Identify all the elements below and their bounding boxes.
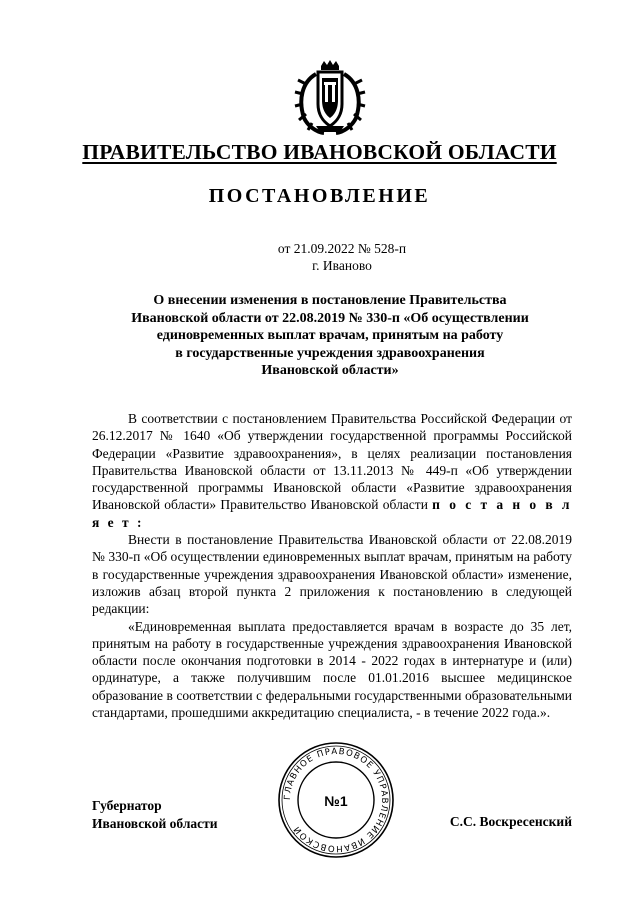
- preamble-text: В соответствии с постановлением Правительства Российской Федерации от 26.12.2017 № 1640 «Об утверждении государственной программы Российской Федерации «Развитие здравоохранения», в целях реализации постановления Правительства Ивановской области от 13.11.2013 № 449-п «Об утверждении государственной программы Ивановской области «Развитие здравоохранения Ивановской области» Правительство Ивановской области: [92, 411, 572, 513]
- subject-line: в государственные учреждения здравоохранения: [175, 345, 485, 361]
- subject-line: Ивановской области»: [261, 363, 399, 378]
- signatory-title: [92, 797, 218, 832]
- document-type-title: ПОСТАНОВЛЕНИЕ: [208, 185, 431, 207]
- paragraph-preamble: [92, 410, 572, 531]
- signatory-title-line: Ивановской области: [92, 815, 218, 831]
- paragraph-amendment: Внести в постановление Правительства Ивановской области от 22.08.2019 № 330-п «Об осуществлении единовременных выплат врачам, принятым на работу в государственные учреждения здравоохранения Ивановской области» изменение, изложив абзац второй пункта 2 приложения к постановлению в следующей редакции:: [92, 532, 572, 617]
- document-subject: [90, 292, 570, 380]
- paragraph-new-text: «Единовременная выплата предоставляется врачам в возрасте до 35 лет, принятым на работу в государственные учреждения здравоохранения Ивановской области после окончания подготовки в 2014 - 2022 годах в интернатуре и (или) ординатуре, а также получившим после 01.01.2016 высшее медицинское образование в соответствии с федеральными государственными образовательными стандартами, прошедшими аккредитацию специалиста, - в течение 2022 года.».: [92, 618, 572, 721]
- subject-line: Ивановской области от 22.08.2019 № 330-п «Об осуществлении: [131, 310, 529, 326]
- city: г. Иваново: [312, 258, 372, 273]
- official-stamp: [276, 740, 396, 860]
- subject-line: О внесении изменения в постановление Правительства: [153, 293, 507, 308]
- date-number: от 21.09.2022 № 528-п: [277, 241, 407, 256]
- coat-of-arms-emblem: [294, 60, 366, 136]
- government-title-text: ПРАВИТЕЛЬСТВО ИВАНОВСКОЙ ОБЛАСТИ: [82, 140, 557, 164]
- document-meta: [0, 240, 639, 274]
- stamp-ring-text: ГЛАВНОЕ ПРАВОВОЕ УПРАВЛЕНИЕ ИВАНОВСКОЙ: [282, 746, 390, 854]
- signatory-title-line: Губернатор: [92, 798, 162, 813]
- action-word: п о с т а н о в л я е т :: [92, 497, 572, 530]
- government-title: [0, 140, 639, 165]
- document-body: [92, 410, 572, 721]
- stamp-number: №1: [324, 793, 348, 809]
- signatory-name: С.С. Воскресенский: [449, 814, 572, 829]
- subject-line: единовременных выплат врачам, принятым на работу: [156, 328, 504, 343]
